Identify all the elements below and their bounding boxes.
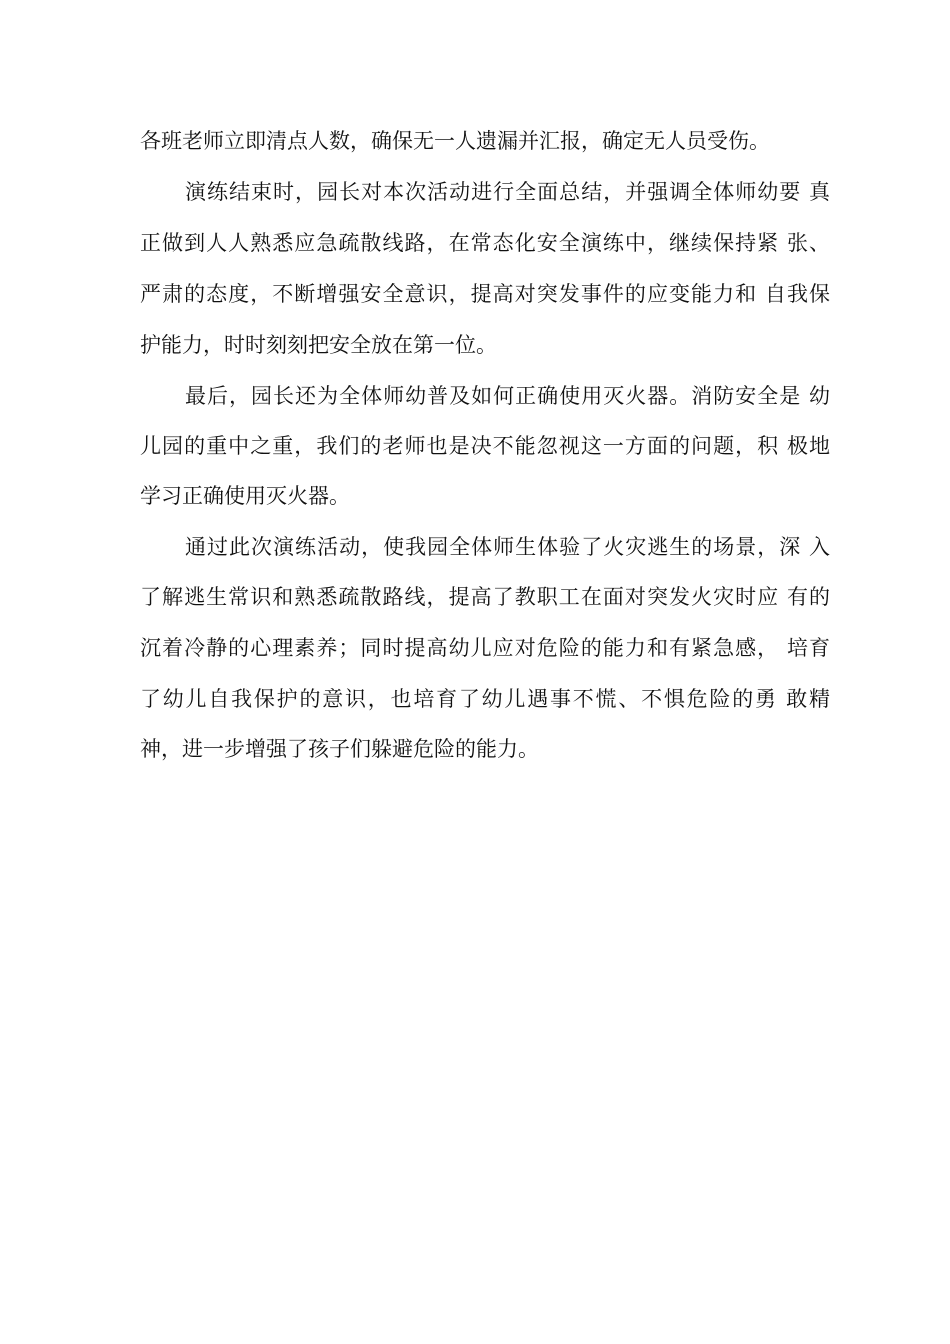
- paragraph-4-line-4: 了幼儿自我保护的意识，也培育了幼儿遇事不慌、不惧危险的勇 敢精: [140, 687, 830, 711]
- paragraph-2-line-2: 正做到人人熟悉应急疏散线路，在常态化安全演练中，继续保持紧 张、: [140, 231, 830, 255]
- paragraph-4-line-5: 神，进一步增强了孩子们躲避危险的能力。: [140, 737, 539, 761]
- paragraph-1-line-1: 各班老师立即清点人数，确保无一人遗漏并汇报，确定无人员受伤。: [140, 129, 770, 153]
- paragraph-4-line-3: 沉着冷静的心理素养；同时提高幼儿应对危险的能力和有紧急感， 培育: [140, 636, 830, 660]
- paragraph-3-line-1: 最后，园长还为全体师幼普及如何正确使用灭火器。消防安全是 幼: [185, 384, 830, 408]
- paragraph-3-line-2: 儿园的重中之重，我们的老师也是决不能忽视这一方面的问题，积 极地: [140, 434, 830, 458]
- paragraph-2-line-1: 演练结束时，园长对本次活动进行全面总结，并强调全体师幼要 真: [185, 180, 830, 204]
- paragraph-2-line-4: 护能力，时时刻刻把安全放在第一位。: [140, 333, 497, 357]
- paragraph-4-line-1: 通过此次演练活动，使我园全体师生体验了火灾逃生的场景，深 入: [185, 535, 830, 559]
- paragraph-3-line-3: 学习正确使用灭火器。: [140, 484, 350, 508]
- paragraph-4-line-2: 了解逃生常识和熟悉疏散路线，提高了教职工在面对突发火灾时应 有的: [140, 585, 830, 609]
- paragraph-2-line-3: 严肃的态度，不断增强安全意识，提高对突发事件的应变能力和 自我保: [140, 282, 830, 306]
